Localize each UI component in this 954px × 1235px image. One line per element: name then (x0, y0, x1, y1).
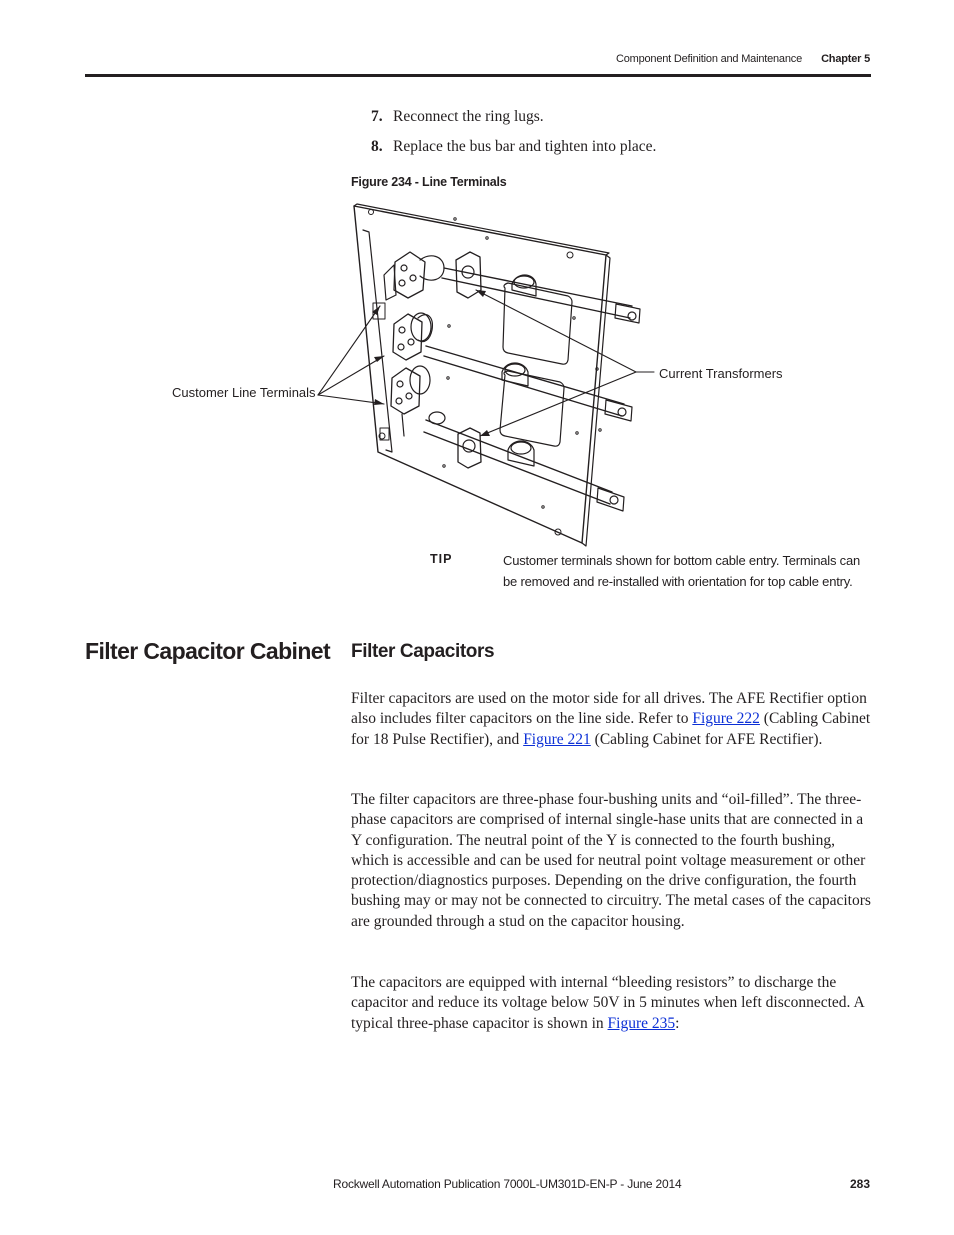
step-text: Replace the bus bar and tighten into place. (393, 138, 657, 155)
step-7 (371, 108, 544, 126)
link-figure-235[interactable]: Figure 235 (607, 1014, 676, 1032)
step-number: 8. (371, 138, 383, 155)
callout-current-transformers: Current Transformers (659, 366, 783, 381)
figure-caption: Figure 234 - Line Terminals (351, 175, 507, 189)
mounting-panel (354, 204, 610, 546)
step-number: 7. (371, 108, 383, 125)
tip-label: TIP (430, 552, 453, 566)
tip-text: Customer terminals shown for bottom cable entry. Terminals can be removed and re-installed with orientation for top cable entry. (503, 553, 861, 589)
section-heading: Filter Capacitor Cabinet (85, 638, 331, 664)
header-rule (85, 74, 871, 77)
paragraph-bleeding-resistors (351, 973, 871, 1034)
link-figure-221[interactable]: Figure 221 (523, 730, 591, 748)
paragraph-capacitor-description: The filter capacitors are three-phase four-bushing units and “oil-filled”. The three-phase capacitors are comprised of internal single-hase units that are connected in a Y configuration. The neutral point of the Y is connected to the fourth bushing, which is accessible and can be used for neutral point voltage measurement or other protection/diagnostics purposes. Depending on the drive configuration, the fourth bushing may or may not be connected to circuitry. The metal cases of the capacitors are grounded through a stud on the capacitor housing. (351, 791, 871, 930)
para-text: (Cabling Cabinet for 18 Pulse Rectifier), and (351, 710, 871, 748)
footer-publication: Rockwell Automation Publication 7000L-UM301D-EN-P - June 2014 (333, 1177, 682, 1191)
page-number: 283 (849, 1177, 870, 1191)
phase-bottom (391, 366, 624, 511)
sub-heading: Filter Capacitors (351, 641, 495, 662)
para-text: : (675, 1014, 680, 1032)
panel-holes (369, 210, 602, 536)
running-header-section: Component Definition and Maintenance (615, 53, 802, 65)
step-8 (371, 138, 656, 156)
running-header-chapter: Chapter 5 (821, 53, 870, 65)
callout-customer-line-terminals: Customer Line Terminals (172, 385, 316, 400)
paragraph-filter-capacitors-intro (351, 689, 871, 750)
step-text: Reconnect the ring lugs. (393, 108, 544, 125)
para-text: Filter capacitors are used on the motor side for all drives. The AFE Rectifier option also includes filter capacitors on the line side. Refer to (351, 690, 867, 728)
para-text: (Cabling Cabinet for AFE Rectifier). (590, 730, 823, 748)
link-figure-222[interactable]: Figure 222 (692, 710, 760, 728)
panel-window-upper (503, 283, 572, 364)
phase-top (384, 252, 640, 323)
para-text: The capacitors are equipped with internal “bleeding resistors” to discharge the capacitor and reduce its voltage below 50V in 5 minutes when left disconnected. A typical three-phase capacitor is shown in (351, 974, 864, 1032)
